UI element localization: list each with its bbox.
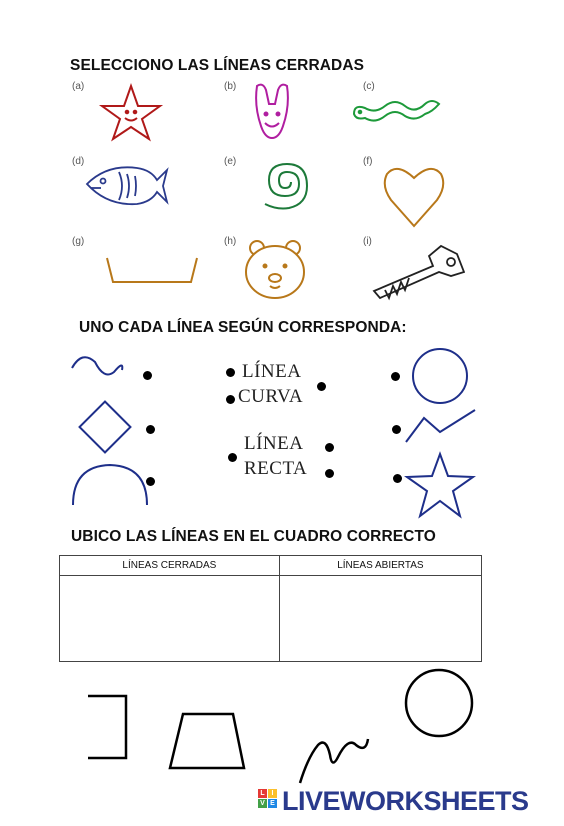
bear-face-figure[interactable] [246,241,304,298]
open-tray-figure[interactable] [107,258,197,282]
match-dot-left-1[interactable] [143,371,152,380]
logo-letter-i: I [268,789,277,798]
classification-table [59,555,482,662]
circle-shape[interactable] [413,349,467,403]
drop-zone-open[interactable] [279,576,481,662]
section2-title: UNO CADA LÍNEA SEGÚN CORRESPONDA: [79,319,407,336]
key-figure[interactable] [374,246,464,298]
label-h: (h) [224,236,237,247]
label-f: (f) [363,156,373,167]
logo-letter-v: V [258,799,267,808]
match-dot-curve-right[interactable] [317,382,326,391]
match-dot-right-1[interactable] [391,372,400,381]
straight-label-line2: RECTA [244,458,308,479]
label-d: (d) [72,156,85,167]
snake-figure[interactable] [354,101,439,121]
section1-title: SELECCIONO LAS LÍNEAS CERRADAS [70,57,365,74]
label-g: (g) [72,236,85,247]
col-header-open: LÍNEAS ABIERTAS [279,556,481,576]
heart-figure[interactable] [385,169,444,226]
match-dot-curve-left-1[interactable] [226,368,235,377]
match-dot-straight-right-1[interactable] [325,443,334,452]
logo-letter-e: E [268,799,277,808]
circle-closed-shape[interactable] [406,670,472,736]
label-e: (e) [224,156,237,167]
star-figure[interactable] [102,86,160,139]
zigzag-line[interactable] [406,410,475,442]
curve-label-line1: LÍNEA [242,361,302,382]
brand-name: LIVEWORKSHEETS [282,786,529,816]
star-shape[interactable] [407,454,473,516]
diamond-shape[interactable] [80,402,131,453]
straight-label-line1: LÍNEA [244,433,304,454]
closed-lines-figures-svg [67,76,465,308]
match-dot-right-2[interactable] [392,425,401,434]
draggable-shapes-svg [0,665,564,795]
fish-figure[interactable] [87,167,167,204]
match-dot-left-2[interactable] [146,425,155,434]
spiral-figure[interactable] [265,164,307,209]
label-a: (a) [72,81,85,92]
drop-zone-closed[interactable] [60,576,280,662]
curvy-wave-line[interactable] [72,357,122,374]
match-dot-straight-left[interactable] [228,453,237,462]
col-header-closed: LÍNEAS CERRADAS [60,556,280,576]
logo-letter-l: L [258,789,267,798]
label-c: (c) [363,81,375,92]
liveworksheets-logo[interactable] [258,786,558,822]
trapezoid-shape[interactable] [170,714,244,768]
match-dot-curve-left-2[interactable] [226,395,235,404]
curve-label-line2: CURVA [238,386,304,407]
bracket-open-shape[interactable] [88,696,126,758]
closed-lines-figure-grid [67,76,465,308]
section3-title: UBICO LAS LÍNEAS EN EL CUADRO CORRECTO [71,528,436,545]
label-i: (i) [363,236,372,247]
rabbit-face-figure[interactable] [256,85,288,138]
match-dot-left-3[interactable] [146,477,155,486]
arch-curve-line[interactable] [73,465,147,505]
match-dot-straight-right-2[interactable] [325,469,334,478]
match-dot-right-3[interactable] [393,474,402,483]
squiggle-line[interactable] [300,739,368,783]
label-b: (b) [224,81,237,92]
